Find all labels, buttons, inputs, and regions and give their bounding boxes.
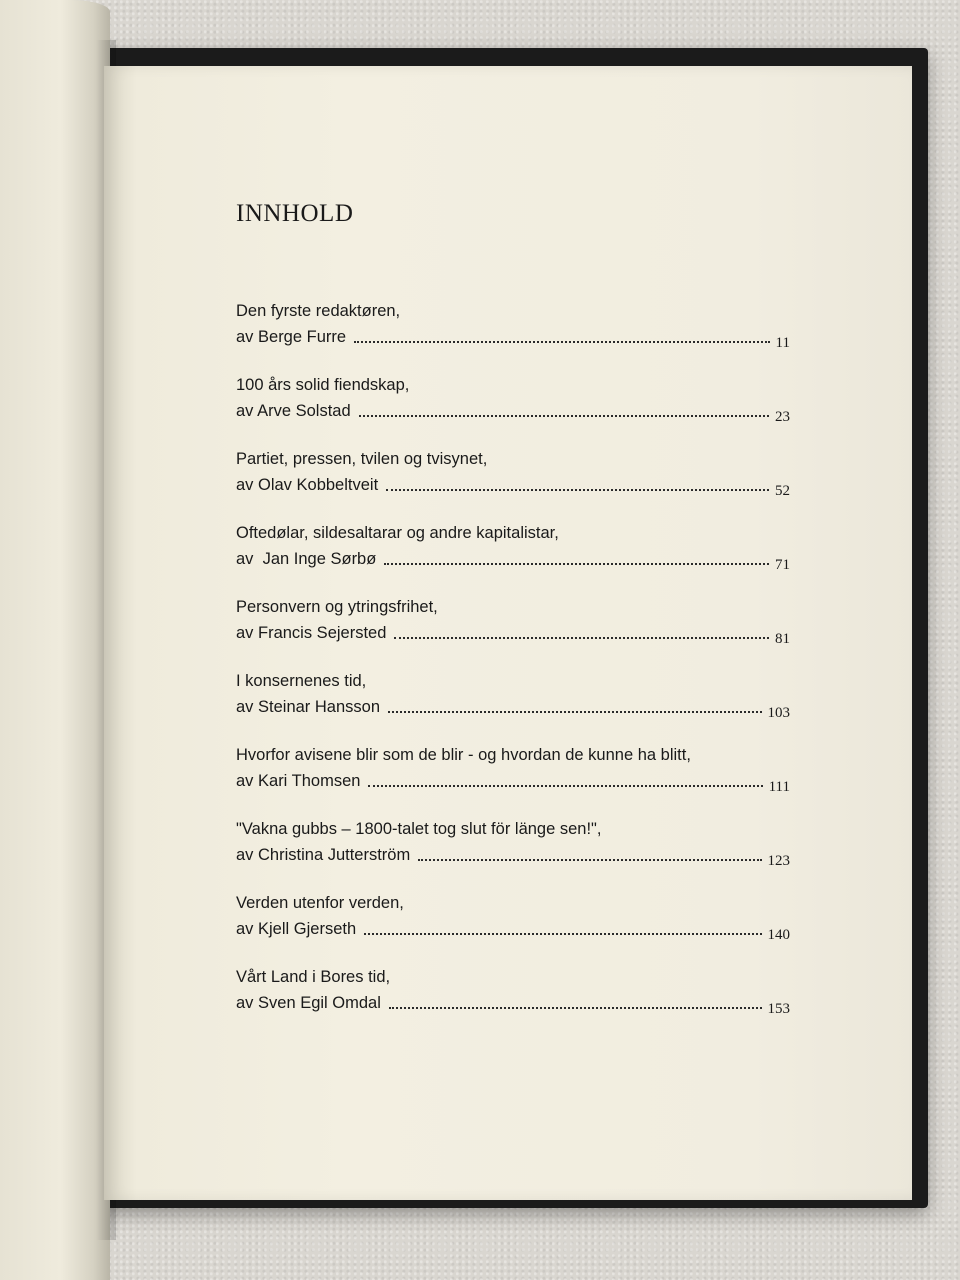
dot-leader bbox=[364, 933, 761, 935]
toc-entry-title: Vårt Land i Bores tid, bbox=[236, 968, 391, 986]
toc-entry-author: av Arve Solstad bbox=[236, 402, 351, 420]
toc-entry bbox=[236, 298, 796, 350]
dot-leader bbox=[389, 1007, 762, 1009]
toc-entry-page: 111 bbox=[768, 779, 790, 795]
toc-entry bbox=[236, 520, 796, 572]
toc-entry-line bbox=[236, 990, 796, 1016]
toc-entry-line bbox=[236, 324, 796, 350]
toc-entry-title: Verden utenfor verden, bbox=[236, 894, 404, 912]
toc-entry-author: av Kari Thomsen bbox=[236, 772, 361, 790]
dot-leader bbox=[394, 637, 769, 639]
toc-entry-title: Den fyrste redaktøren, bbox=[236, 302, 401, 320]
toc-entry-page: 71 bbox=[775, 557, 790, 573]
toc-entry-author: av Berge Furre bbox=[236, 328, 347, 346]
toc-entry-title: Oftedølar, sildesaltarar og andre kapitalistar, bbox=[236, 524, 559, 542]
toc-entry-title: Hvorfor avisene blir som de blir - og hvordan de kunne ha blitt, bbox=[236, 746, 691, 764]
toc-entry-title: Partiet, pressen, tvilen og tvisynet, bbox=[236, 450, 488, 468]
toc-entry-author: av Christina Jutterström bbox=[236, 846, 411, 864]
toc-entry bbox=[236, 742, 796, 794]
toc-entry-line bbox=[236, 620, 796, 646]
toc-entry-line bbox=[236, 768, 796, 794]
dot-leader bbox=[354, 341, 770, 343]
table-of-contents bbox=[236, 200, 796, 1038]
toc-entry-line bbox=[236, 398, 796, 424]
left-page bbox=[0, 0, 110, 1280]
toc-entry bbox=[236, 372, 796, 424]
toc-entry bbox=[236, 890, 796, 942]
toc-entry bbox=[236, 594, 796, 646]
toc-entry-title: 100 års solid fiendskap, bbox=[236, 376, 410, 394]
toc-entry-line bbox=[236, 472, 796, 498]
toc-entry-author: av Kjell Gjerseth bbox=[236, 920, 357, 938]
dot-leader bbox=[418, 859, 761, 861]
dot-leader bbox=[384, 563, 769, 565]
toc-entry bbox=[236, 668, 796, 720]
toc-entry-line bbox=[236, 842, 796, 868]
toc-entry-title: Personvern og ytringsfrihet, bbox=[236, 598, 438, 616]
toc-entry-author: av Steinar Hansson bbox=[236, 698, 380, 716]
toc-entry bbox=[236, 446, 796, 498]
toc-entry-page: 140 bbox=[767, 927, 790, 943]
toc-entry-page: 23 bbox=[775, 409, 790, 425]
toc-entry-page: 52 bbox=[775, 483, 790, 499]
toc-entry bbox=[236, 816, 796, 868]
toc-entry-author: av Francis Sejersted bbox=[236, 624, 387, 642]
toc-entry-author: av Olav Kobbeltveit bbox=[236, 476, 379, 494]
toc-entry-title: I konsernenes tid, bbox=[236, 672, 367, 690]
toc-entry-page: 123 bbox=[767, 853, 790, 869]
toc-entry-page: 153 bbox=[767, 1001, 790, 1017]
toc-entry-line bbox=[236, 546, 796, 572]
toc-entry-page: 81 bbox=[775, 631, 790, 647]
toc-entry-page: 11 bbox=[775, 335, 790, 351]
dot-leader bbox=[359, 415, 769, 417]
dot-leader bbox=[386, 489, 769, 491]
toc-entry-title: "Vakna gubbs – 1800-talet tog slut för länge sen!", bbox=[236, 820, 602, 838]
toc-heading: INNHOLD bbox=[236, 200, 354, 227]
toc-entry-line bbox=[236, 916, 796, 942]
toc-entry-page: 103 bbox=[767, 705, 790, 721]
toc-entry-author: av Sven Egil Omdal bbox=[236, 994, 381, 1012]
dot-leader bbox=[368, 785, 762, 787]
dot-leader bbox=[388, 711, 762, 713]
toc-entry-line bbox=[236, 694, 796, 720]
toc-entry bbox=[236, 964, 796, 1016]
toc-entry-author: av Jan Inge Sørbø bbox=[236, 550, 377, 568]
